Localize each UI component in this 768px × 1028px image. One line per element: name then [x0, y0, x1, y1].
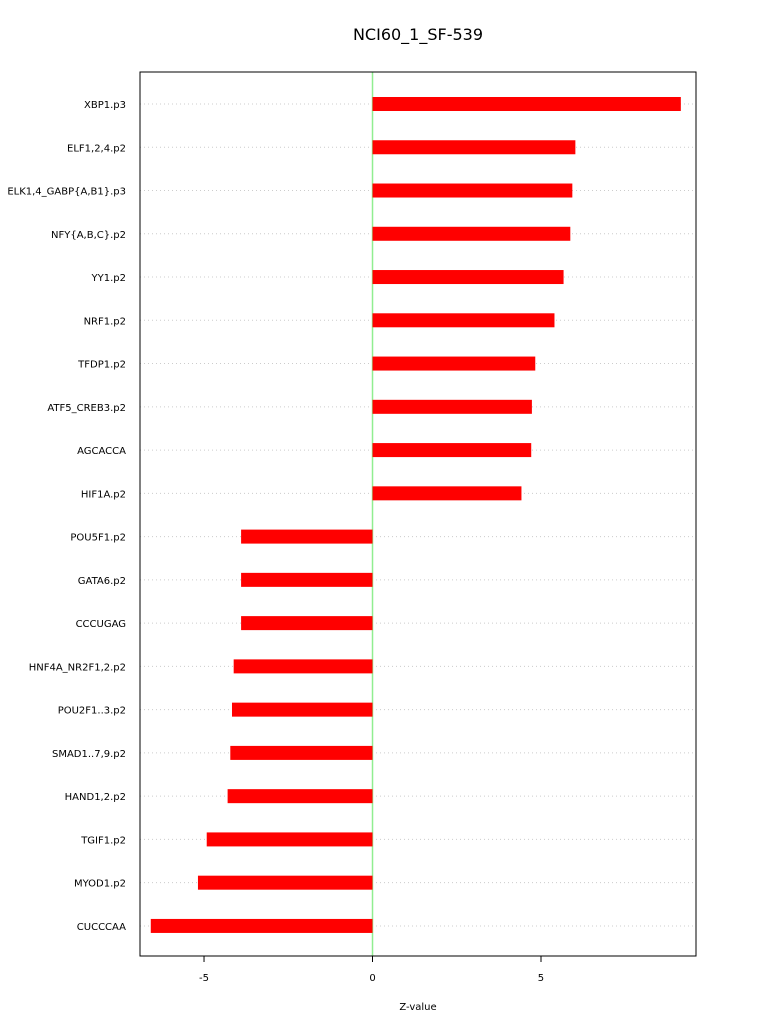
bar — [198, 876, 373, 890]
bar — [373, 313, 555, 327]
bar — [230, 746, 372, 760]
category-label: ELF1,2,4.p2 — [67, 143, 126, 155]
category-label: HAND1,2.p2 — [64, 792, 126, 804]
category-label: ELK1,4_GABP{A,B1}.p3 — [7, 186, 126, 198]
chart-title: NCI60_1_SF-539 — [352, 25, 484, 44]
bar — [151, 919, 373, 933]
bar — [234, 659, 373, 673]
category-label: HIF1A.p2 — [80, 489, 126, 501]
bar — [241, 530, 372, 544]
category-label: HNF4A_NR2F1,2.p2 — [28, 662, 126, 674]
category-label: MYOD1.p2 — [73, 878, 126, 890]
category-label: NRF1.p2 — [83, 316, 126, 328]
category-label: SMAD1..7,9.p2 — [51, 748, 126, 760]
bar — [373, 227, 571, 241]
bars — [151, 97, 681, 933]
bar — [241, 616, 372, 630]
category-label: XBP1.p3 — [84, 100, 126, 111]
bar — [207, 832, 373, 846]
category-labels — [7, 100, 126, 933]
bar — [228, 789, 373, 803]
category-label: POU2F1..3.p2 — [57, 705, 126, 717]
category-label: AGCACCA — [77, 446, 126, 458]
category-label: CCCUGAG — [75, 619, 126, 631]
x-axis — [199, 956, 544, 984]
x-axis-title: Z-value — [399, 1002, 437, 1013]
category-label: ATF5_CREB3.p2 — [47, 402, 126, 414]
x-tick-label: 0 — [369, 973, 376, 984]
category-label: TFDP1.p2 — [78, 359, 126, 371]
bar — [232, 703, 373, 717]
bar — [373, 400, 532, 414]
category-label: POU5F1.p2 — [70, 532, 126, 544]
bar — [373, 486, 522, 500]
category-label: GATA6.p2 — [77, 575, 126, 587]
bar — [373, 270, 564, 284]
bar — [373, 443, 532, 457]
plot-frame — [140, 72, 696, 956]
bar — [241, 573, 372, 587]
bar — [373, 184, 573, 198]
bar — [373, 140, 576, 154]
bar — [373, 357, 536, 371]
category-label: NFY{A,B,C}.p2 — [51, 229, 126, 241]
category-label: TGIF1.p2 — [81, 835, 126, 847]
category-label: CUCCCAA — [76, 921, 126, 933]
x-tick-label: -5 — [199, 973, 210, 984]
category-label: YY1.p2 — [91, 273, 126, 285]
x-tick-label: 5 — [537, 973, 545, 984]
bar — [373, 97, 681, 111]
